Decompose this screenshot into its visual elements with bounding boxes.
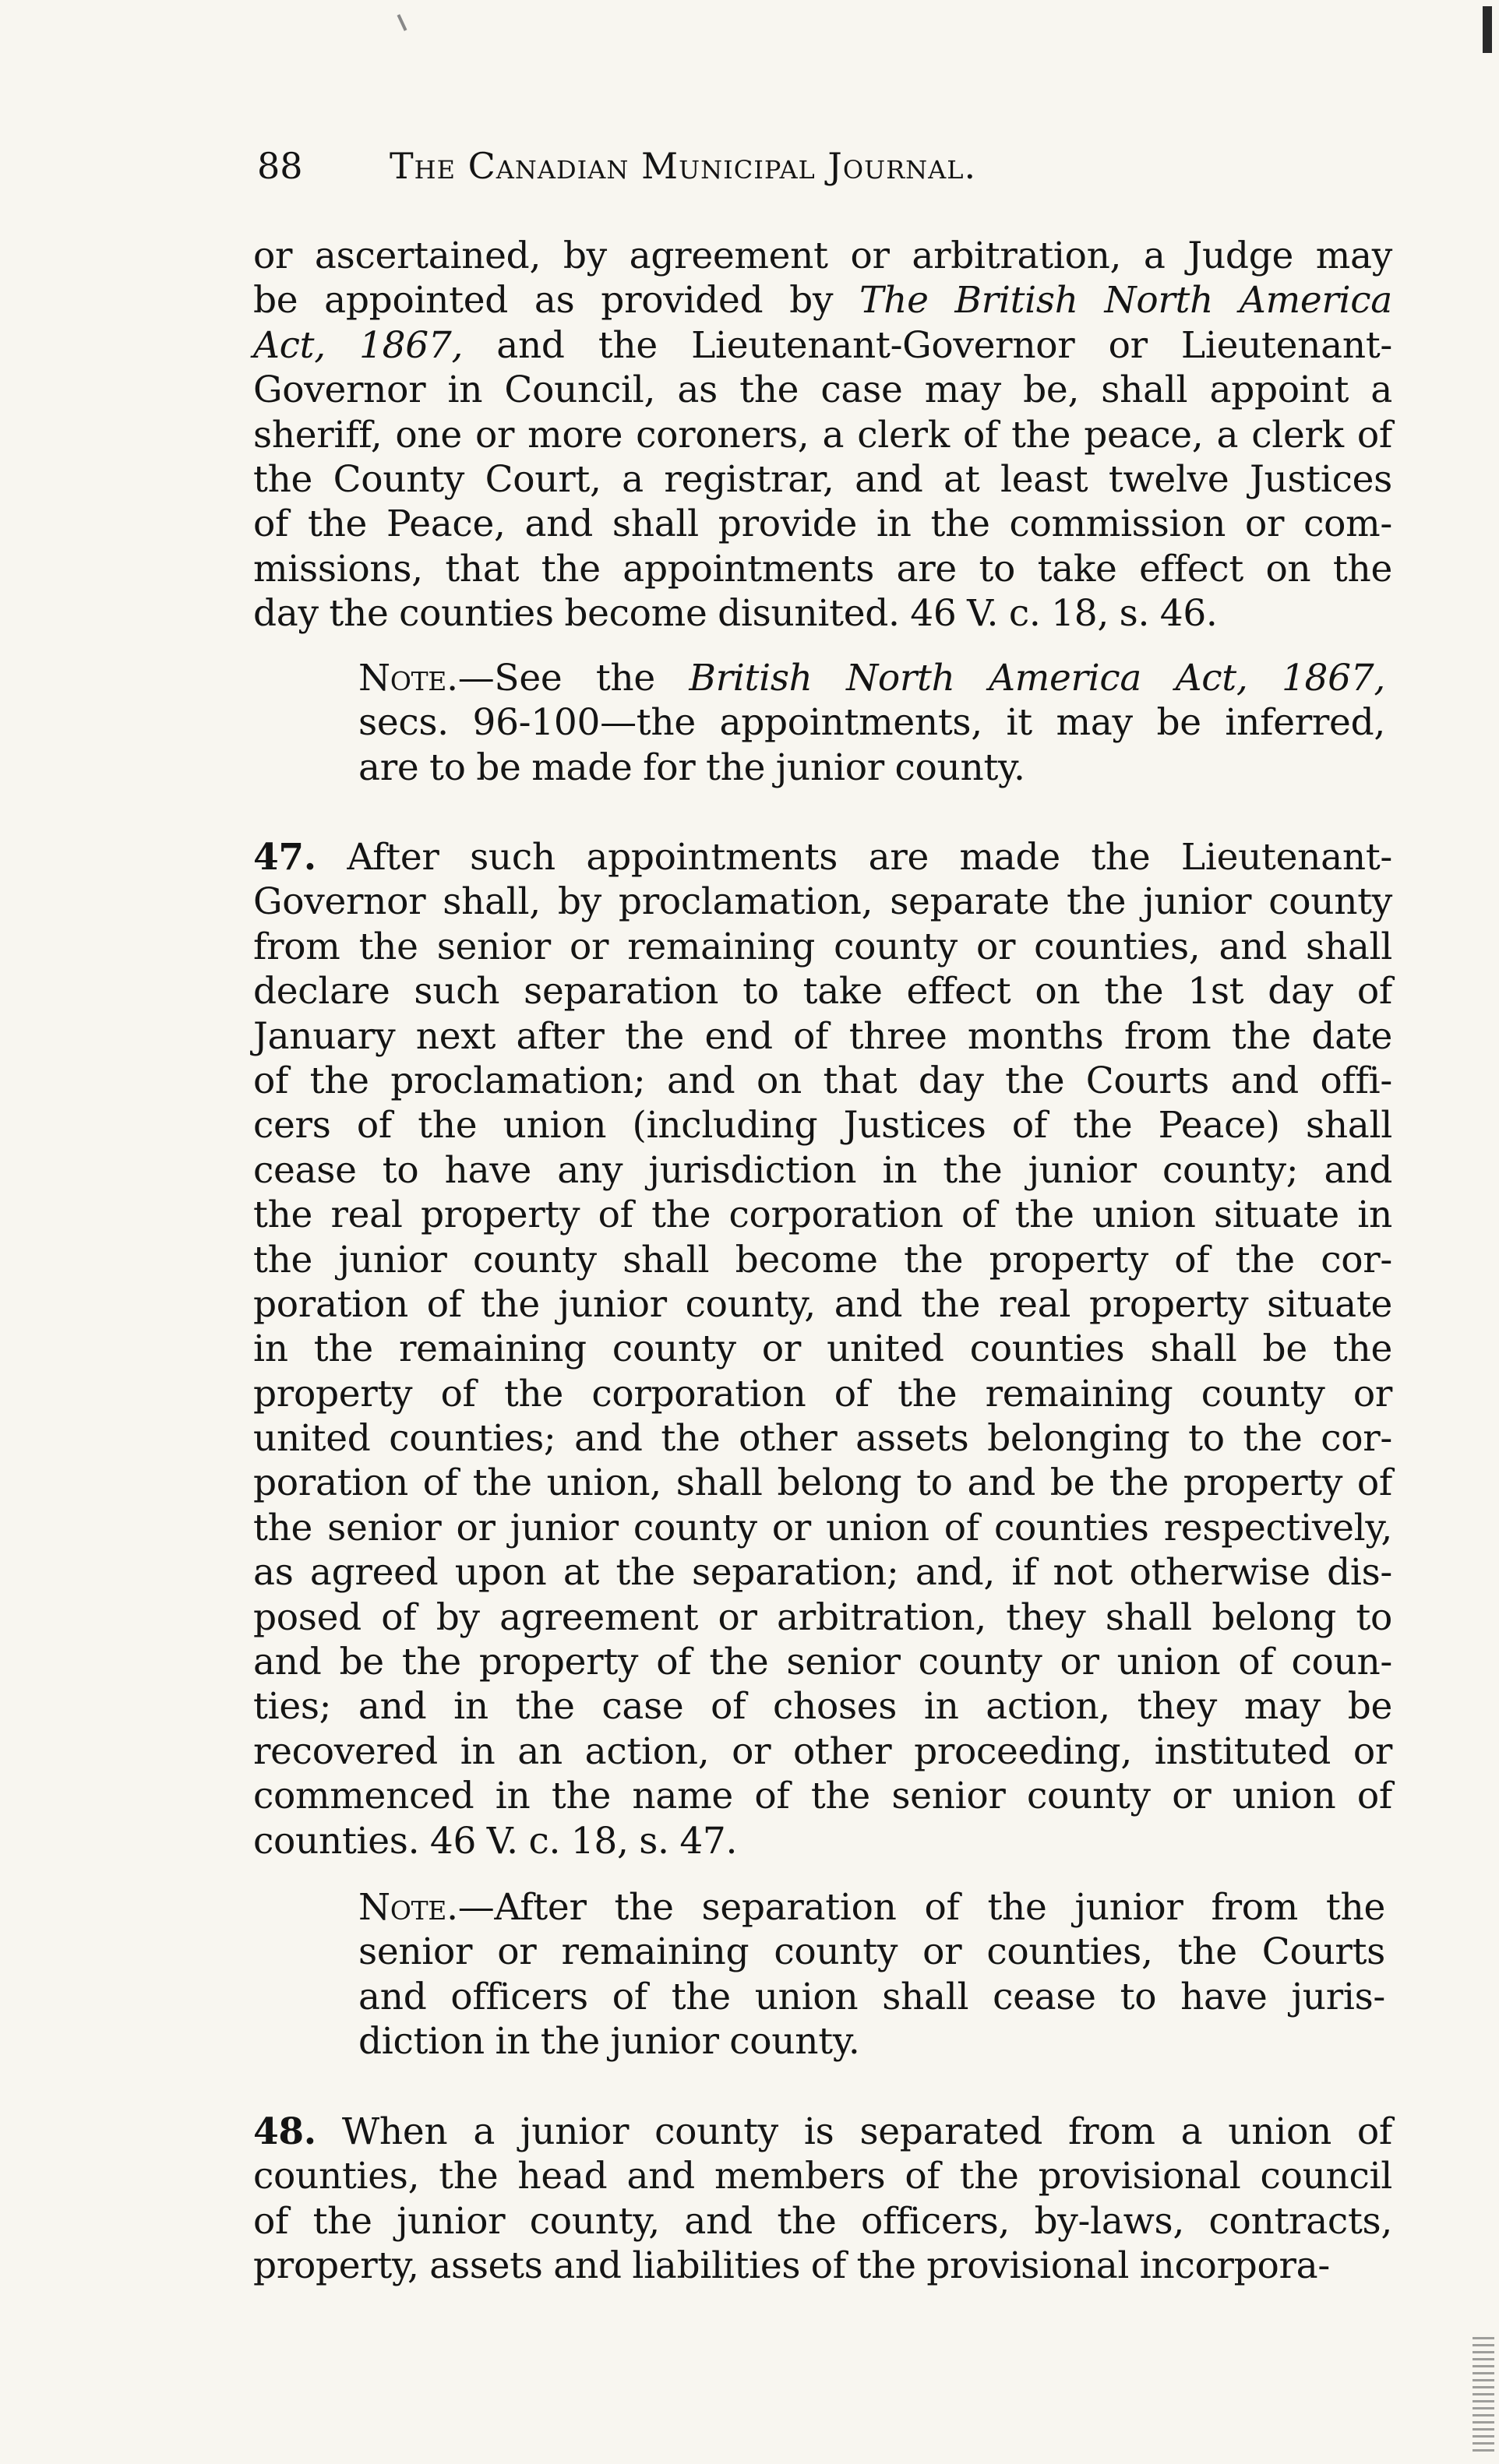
text-run: and officers of the union shall cease to have juris- bbox=[358, 1975, 1385, 2018]
text-line bbox=[253, 2199, 1392, 2244]
text-run: recovered in an action, or other proceeding, instituted or bbox=[253, 1729, 1392, 1773]
text-run: and be the property of the senior county or union of coun- bbox=[253, 1641, 1392, 1684]
text-line bbox=[253, 1416, 1392, 1461]
text-line bbox=[253, 591, 1392, 636]
page-edge-mark bbox=[1483, 6, 1492, 53]
text-line bbox=[358, 1930, 1385, 1974]
text-line bbox=[253, 925, 1392, 969]
note-paragraph bbox=[358, 656, 1385, 790]
text-line bbox=[253, 1238, 1392, 1282]
text-line bbox=[253, 1193, 1392, 1237]
text-line bbox=[358, 1975, 1385, 2019]
text-run: declare such separation to take effect on the 1st day of bbox=[253, 970, 1392, 1013]
text-run: commenced in the name of the senior county or union of bbox=[253, 1775, 1392, 1818]
text-line bbox=[253, 879, 1392, 924]
text-line bbox=[253, 2244, 1392, 2288]
text-run: property of the corporation of the remaining county or bbox=[253, 1372, 1392, 1415]
text-run: posed of by agreement or arbitration, they shall belong to bbox=[253, 1595, 1392, 1639]
text-line bbox=[253, 1595, 1392, 1640]
section-paragraph bbox=[253, 234, 1392, 636]
text-run: missions, that the appointments are to take effect on the bbox=[253, 547, 1392, 590]
text-run: January next after the end of three months from the date bbox=[253, 1014, 1392, 1058]
note-paragraph bbox=[358, 1885, 1385, 2064]
text-run: of the junior county, and the officers, by-laws, contracts, bbox=[253, 2199, 1392, 2243]
text-line bbox=[253, 1282, 1392, 1327]
text-run: counties. 46 V. c. 18, s. 47. bbox=[253, 1819, 738, 1863]
text-run: the County Court, a registrar, and at least twelve Justices bbox=[253, 457, 1392, 501]
text-line bbox=[253, 278, 1392, 323]
text-run: cers of the union (including Justices of the Peace) shall bbox=[253, 1104, 1392, 1147]
text-run: —After the separation of the junior from the bbox=[457, 1886, 1385, 1929]
text-run: the real property of the corporation of the union situate in bbox=[253, 1193, 1392, 1237]
section-number: 48. bbox=[253, 2110, 316, 2153]
text-line bbox=[253, 502, 1392, 546]
text-run: the junior county shall become the property of the cor- bbox=[253, 1238, 1392, 1281]
text-run: as agreed upon at the separation; and, if not otherwise dis- bbox=[253, 1551, 1392, 1595]
text-line bbox=[253, 1640, 1392, 1684]
text-run: After such appointments are made the Lieutenant- bbox=[316, 836, 1392, 879]
text-line bbox=[253, 1327, 1392, 1371]
text-run: the senior or junior county or union of counties respectively, bbox=[253, 1506, 1392, 1549]
text-line bbox=[253, 457, 1392, 502]
text-run: cease to have any jurisdiction in the junior county; and bbox=[253, 1148, 1392, 1192]
text-run: poration of the junior county, and the real property situate bbox=[253, 1282, 1392, 1326]
text-run: counties, the head and members of the provisional council bbox=[253, 2155, 1392, 2198]
text-run: day the counties become disunited. 46 V. c. 18, s. 46. bbox=[253, 592, 1218, 636]
text-run: Governor in Council, as the case may be, shall appoint a bbox=[253, 368, 1392, 412]
text-run: are to be made for the junior county. bbox=[358, 746, 1025, 789]
text-line bbox=[253, 1550, 1392, 1595]
text-line bbox=[253, 2110, 1392, 2154]
text-run: united counties; and the other assets belonging to the cor- bbox=[253, 1417, 1392, 1461]
text-run: The British North America bbox=[859, 279, 1392, 323]
text-line bbox=[358, 746, 1385, 790]
text-line bbox=[253, 368, 1392, 412]
text-line bbox=[358, 656, 1385, 700]
section-paragraph bbox=[253, 835, 1392, 1863]
text-run: —See the bbox=[457, 657, 690, 700]
text-line bbox=[253, 1372, 1392, 1416]
text-run: When a junior county is separated from a union of bbox=[316, 2110, 1392, 2153]
text-run: of the Peace, and shall provide in the commission or com- bbox=[253, 502, 1392, 546]
text-line bbox=[253, 1774, 1392, 1818]
text-run: senior or remaining county or counties, the Courts bbox=[358, 1930, 1385, 1974]
text-run: in the remaining county or united counties shall be the bbox=[253, 1327, 1392, 1371]
text-run: property, assets and liabilities of the provisional incorpora- bbox=[253, 2244, 1330, 2288]
print-speck bbox=[397, 14, 407, 31]
running-title: The Canadian Municipal Journal. bbox=[390, 145, 977, 187]
text-line bbox=[253, 2154, 1392, 2198]
text-line bbox=[253, 1103, 1392, 1147]
text-run: be appointed as provided by bbox=[253, 279, 860, 323]
text-line bbox=[253, 547, 1392, 591]
text-line bbox=[253, 1819, 1392, 1863]
text-line bbox=[253, 1059, 1392, 1103]
text-run: and the Lieutenant-Governor or Lieutenant- bbox=[463, 323, 1392, 367]
text-line bbox=[253, 835, 1392, 879]
text-line bbox=[253, 969, 1392, 1013]
text-run: poration of the union, shall belong to and be the property of bbox=[253, 1461, 1392, 1505]
text-run: diction in the junior county. bbox=[358, 2020, 860, 2064]
text-line bbox=[253, 1684, 1392, 1729]
running-header bbox=[257, 139, 1293, 193]
text-line bbox=[358, 2019, 1385, 2064]
section-paragraph bbox=[253, 2110, 1392, 2289]
text-run: ties; and in the case of choses in action, they may be bbox=[253, 1685, 1392, 1729]
text-line bbox=[253, 1014, 1392, 1059]
text-run: or ascertained, by agreement or arbitration, a Judge may bbox=[253, 234, 1392, 277]
text-line bbox=[253, 323, 1392, 368]
page-number: 88 bbox=[257, 145, 303, 187]
note-label: Note. bbox=[358, 657, 458, 700]
text-run: Governor shall, by proclamation, separate the junior county bbox=[253, 880, 1392, 924]
text-line bbox=[358, 1885, 1385, 1930]
note-label: Note. bbox=[358, 1886, 458, 1929]
text-run: British North America Act, 1867, bbox=[689, 657, 1385, 700]
text-line bbox=[253, 1461, 1392, 1505]
text-run: secs. 96-100—the appointments, it may be inferred, bbox=[358, 701, 1385, 745]
section-number: 47. bbox=[253, 836, 316, 879]
text-line bbox=[253, 413, 1392, 457]
text-run: sheriff, one or more coroners, a clerk of the peace, a clerk of bbox=[253, 413, 1392, 456]
text-run: of the proclamation; and on that day the Courts and offi- bbox=[253, 1059, 1392, 1102]
text-run: from the senior or remaining county or counties, and shall bbox=[253, 925, 1392, 968]
text-line bbox=[253, 1148, 1392, 1193]
text-line bbox=[358, 700, 1385, 745]
text-line bbox=[253, 1506, 1392, 1550]
text-run: Act, 1867, bbox=[253, 323, 464, 367]
page-edge-mark-bottom bbox=[1473, 2337, 1494, 2454]
text-line bbox=[253, 1729, 1392, 1774]
text-line bbox=[253, 234, 1392, 278]
